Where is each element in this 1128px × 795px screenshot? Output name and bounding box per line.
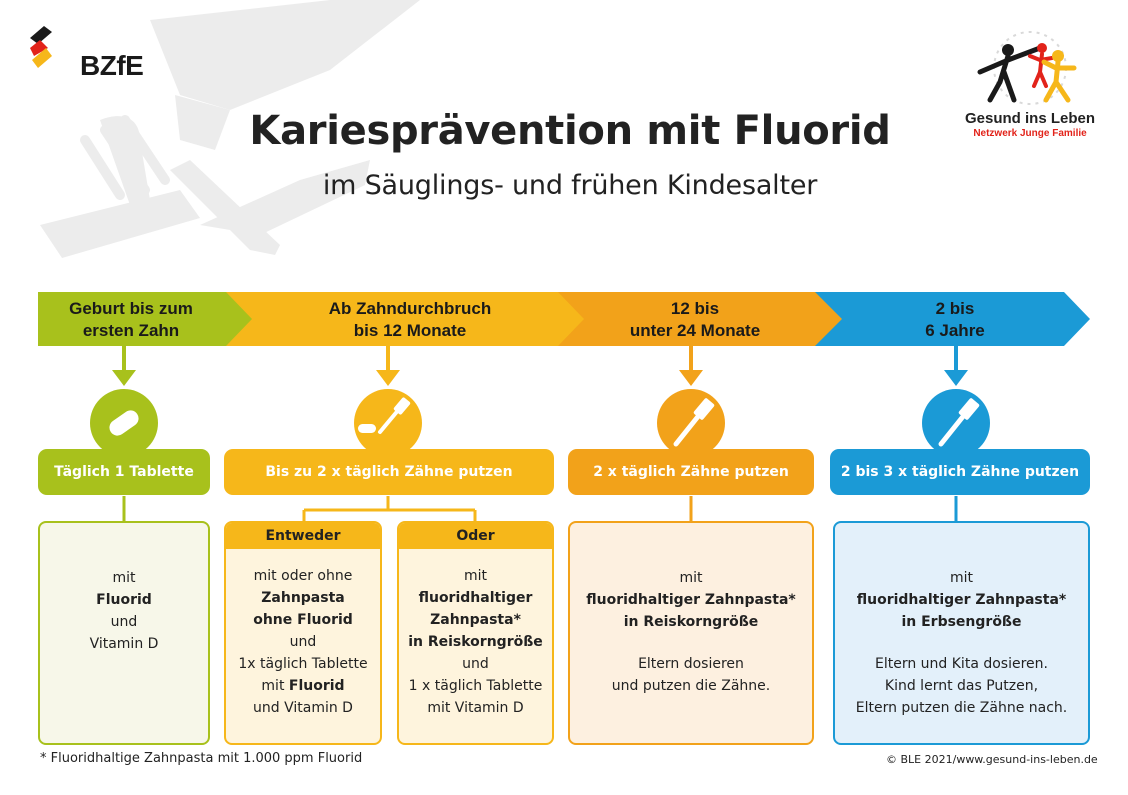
card-kids: [833, 521, 1090, 745]
partner-logo-title: Gesund ins Leben: [964, 110, 1096, 127]
page-subtitle: im Säuglings- und frühen Kindesalter: [322, 170, 818, 201]
phase-3-label-line2: unter 24 Monate: [629, 321, 761, 340]
card-toddler: [568, 521, 814, 745]
phase-4-label-line1: 2 bis: [935, 299, 975, 318]
card-birth-fluorid: Fluorid: [96, 592, 152, 608]
phase-2-label-line2: bis 12 Monate: [353, 321, 467, 340]
card-entweder: [224, 521, 382, 745]
card-kids-line: Eltern putzen die Zähne nach.: [855, 700, 1068, 716]
card-birth-line: und: [110, 614, 138, 630]
phase-2-label-line1: Ab Zahndurchbruch: [328, 299, 492, 318]
card-entweder-fluorid: Fluorid: [288, 678, 345, 694]
phase-3-label-line1: 12 bis: [670, 299, 720, 318]
phase-label-1: [40, 298, 222, 342]
copyright: © BLE 2021/www.gesund-ins-leben.de: [886, 753, 1098, 766]
card-birth: [38, 521, 210, 745]
phase-label-4: [850, 298, 1060, 342]
card-oder-bold: in Reiskorngröße: [408, 634, 543, 650]
card-entweder-line: und: [289, 634, 317, 650]
footnote: * Fluoridhaltige Zahnpasta mit 1.000 ppm Fluorid: [40, 751, 363, 766]
card-kids-bold: fluoridhaltiger Zahnpasta*: [856, 592, 1067, 608]
partner-logo-subtitle: Netzwerk Junge Familie: [973, 128, 1087, 139]
phase-1-label-line1: Geburt bis zum: [69, 299, 193, 318]
down-arrow-2: [376, 346, 400, 386]
card-toddler-bold: in Reiskorngröße: [623, 614, 759, 630]
card-toddler-line: Eltern dosieren: [638, 656, 744, 672]
down-arrow-1: [112, 346, 136, 386]
bzfe-logo-text: BZfE: [80, 50, 144, 81]
phase-4-label-line2: 6 Jahre: [925, 321, 985, 340]
down-arrow-4: [944, 346, 968, 386]
card-oder-line: mit Vitamin D: [427, 700, 524, 716]
card-entweder-header: Entweder: [226, 523, 380, 549]
card-oder: [397, 521, 554, 745]
card-entweder-mit: mit: [261, 678, 285, 694]
page-title: Kariesprävention mit Fluorid: [249, 108, 891, 154]
card-kids-line: Eltern und Kita dosieren.: [875, 656, 1048, 672]
card-oder-header: Oder: [399, 523, 552, 549]
card-entweder-line: [226, 675, 380, 697]
card-entweder-bold: ohne Fluorid: [253, 612, 353, 628]
card-toddler-bold: fluoridhaltiger Zahnpasta*: [586, 592, 796, 608]
dosage-pill-4: 2 bis 3 x täglich Zähne putzen: [830, 449, 1090, 495]
card-oder-bold: Zahnpasta*: [430, 612, 521, 628]
card-toddler-line: und putzen die Zähne.: [611, 678, 771, 694]
phase-1-label-line2: ersten Zahn: [82, 321, 180, 340]
card-birth-line: Vitamin D: [89, 636, 159, 652]
card-toddler-line: mit: [679, 570, 703, 586]
card-oder-line: mit: [463, 568, 488, 584]
down-arrow-3: [679, 346, 703, 386]
card-entweder-line: und Vitamin D: [253, 700, 353, 716]
card-kids-line: mit: [949, 570, 974, 586]
card-entweder-bold: Zahnpasta: [261, 590, 345, 606]
card-entweder-line: 1x täglich Tablette: [238, 656, 368, 672]
dosage-pill-3: 2 x täglich Zähne putzen: [568, 449, 814, 495]
card-kids-line: Kind lernt das Putzen,: [884, 678, 1039, 694]
card-oder-bold: fluoridhaltiger: [418, 590, 533, 606]
dosage-pill-1: Täglich 1 Tablette: [38, 449, 210, 495]
phase-label-3: [590, 298, 800, 342]
phase-label-2: [260, 298, 560, 342]
card-entweder-line: mit oder ohne: [253, 568, 353, 584]
card-kids-bold: in Erbsengröße: [901, 614, 1022, 630]
dosage-pill-2: Bis zu 2 x täglich Zähne putzen: [224, 449, 554, 495]
card-oder-line: und: [462, 656, 489, 672]
card-oder-line: 1 x täglich Tablette: [408, 678, 543, 694]
card-birth-line: mit: [112, 570, 136, 586]
